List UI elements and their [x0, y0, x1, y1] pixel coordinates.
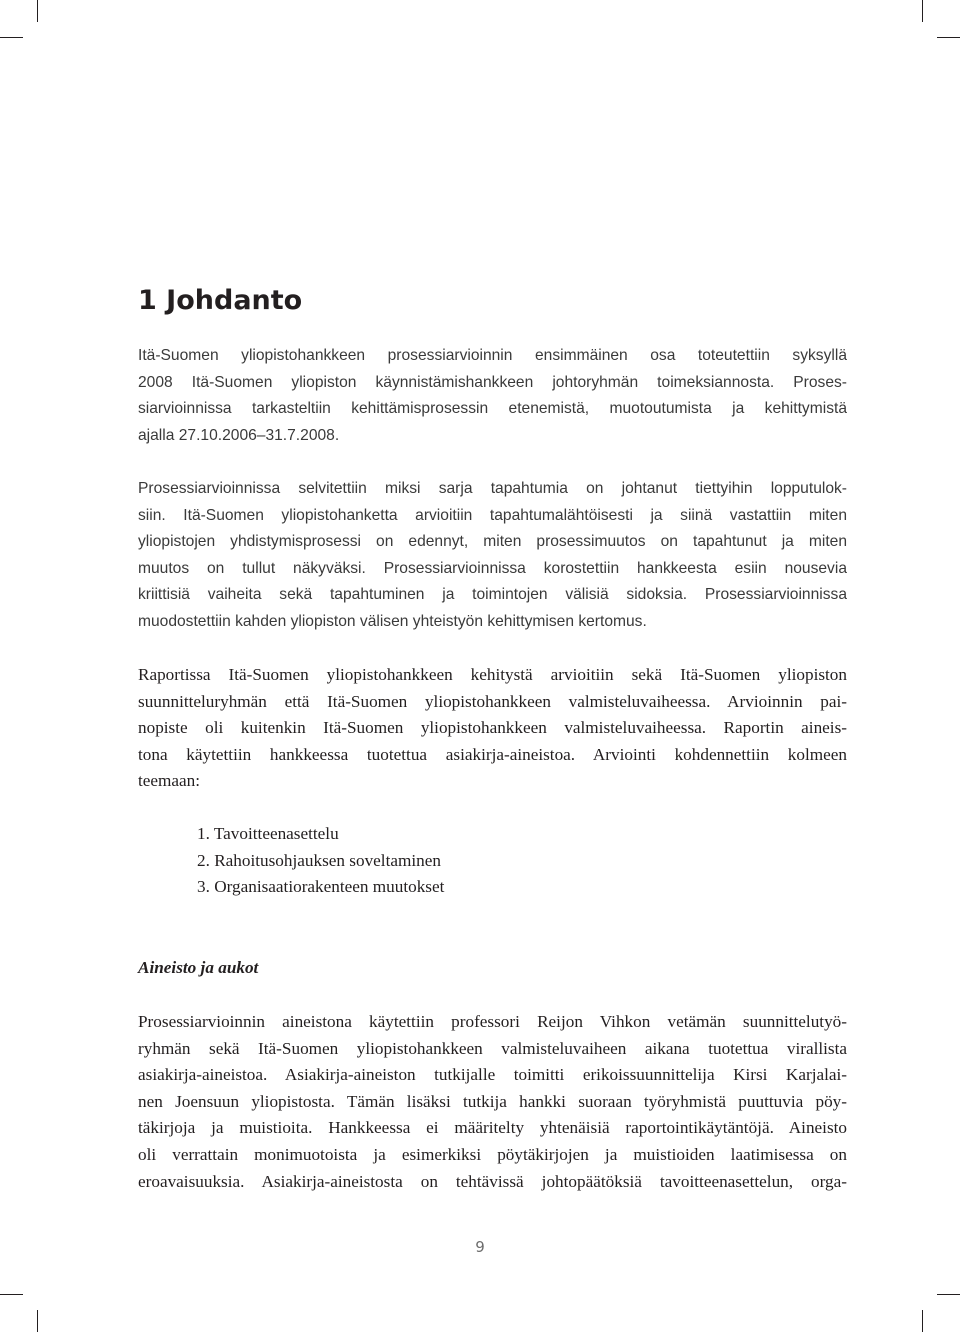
section-subheading: Aineisto ja aukot [138, 958, 259, 977]
paragraph-report-scope [138, 662, 847, 795]
text-line: nopiste oli kuitenkin Itä-Suomen yliopistohankkeen valmisteluvaiheessa. Raportin aineis- [138, 718, 847, 738]
crop-mark-top-left-horizontal [0, 37, 23, 38]
paragraph-intro [138, 343, 847, 449]
text-line: Itä-Suomen yliopistohankkeen prosessiarvioinnin ensimmäinen osa toteutettiin syksyllä [138, 347, 847, 364]
text-line: eroavaisuuksia. Asiakirja-aineistosta on tehtävissä johtopäätöksiä tavoitteenasettelun, orga- [138, 1171, 847, 1191]
list-item: 3. Organisaatiorakenteen muutokset [197, 877, 445, 897]
text-line: Prosessiarvioinnissa selvitettiin miksi sarja tapahtumia on johtanut tiettyihin lopputulok- [138, 480, 847, 497]
crop-mark-top-right-horizontal [937, 37, 960, 38]
text-line: täkirjoja ja muistioita. Hankkeessa ei määritelty yhtenäisiä raportointikäytäntöjä. Aineisto [138, 1118, 847, 1138]
text-line: nen Joensuun yliopistosta. Tämän lisäksi tutkija hankki suoraan työryhmistä puuttuvia pöy- [138, 1091, 847, 1111]
text-line: ajalla 27.10.2006–31.7.2008. [138, 426, 340, 444]
text-line: kriittisiä vaiheita sekä tapahtuminen ja toimintojen välisiä sidoksia. Prosessiarvioinnissa [138, 586, 847, 604]
paragraph-materials [138, 1009, 847, 1195]
paragraph-process-evaluation [138, 476, 847, 636]
text-line: oli verrattain monimuotoista ja esimerkiksi pöytäkirjojen ja muistioiden laatimisessa on [138, 1144, 847, 1164]
text-line: teemaan: [138, 771, 201, 791]
text-line: siin. Itä-Suomen yliopistohanketta arvioitiin tapahtumalähtöisesti ja siinä vastattiin miten [138, 506, 847, 524]
text-line: siarvioinnissa tarkasteltiin kehittämisprosessin etenemistä, muotoutumista ja kehittymistä [138, 400, 847, 418]
text-line: yliopistojen yhdistymisprosessi on edennyt, miten prosessimuutos on tapahtunut ja miten [138, 533, 847, 551]
crop-mark-bottom-left-vertical [37, 1310, 38, 1332]
text-line: Raportissa Itä-Suomen yliopistohankkeen kehitystä arvioitiin sekä Itä-Suomen yliopiston [138, 665, 847, 684]
text-line: muodostettiin kahden yliopiston välisen yhteistyön kehittymisen kertomus. [138, 612, 647, 630]
list-item: 2. Rahoitusohjauksen soveltaminen [197, 850, 441, 870]
crop-mark-top-left-vertical [37, 0, 38, 22]
text-line: tona käytettiin hankkeessa tuotettua asiakirja-aineistoa. Arviointi kohdennettiin kolmeen [138, 744, 847, 764]
list-item: 1. Tavoitteenasettelu [197, 824, 339, 843]
text-line: asiakirja-aineistoa. Asiakirja-aineiston tutkijalle toimitti erikoissuunnittelija Kirsi Karjalai- [138, 1065, 847, 1085]
page-number: 9 [475, 1238, 485, 1256]
text-line: muutos on tullut näkyväksi. Prosessiarvioinnissa korostettiin hankkeesta esiin nousevia [138, 559, 847, 577]
crop-mark-bottom-left-horizontal [0, 1294, 23, 1295]
crop-mark-bottom-right-vertical [922, 1310, 923, 1332]
theme-list [197, 821, 444, 901]
crop-mark-bottom-right-horizontal [937, 1294, 960, 1295]
text-line: Prosessiarvioinnin aineistona käytettiin professori Reijon Vihkon vetämän suunnittelutyö- [138, 1012, 847, 1031]
text-line: ryhmän sekä Itä-Suomen yliopistohankkeen valmisteluvaiheen aikana tuotettua virallista [138, 1038, 847, 1058]
text-line: 2008 Itä-Suomen yliopiston käynnistämishankkeen johtoryhmän toimeksiannosta. Proses- [138, 373, 847, 391]
crop-mark-top-right-vertical [922, 0, 923, 22]
text-line: suunnitteluryhmän että Itä-Suomen yliopistohankkeen valmisteluvaiheessa. Arvioinnin pai- [138, 691, 847, 711]
chapter-title: 1 Johdanto [138, 285, 303, 316]
